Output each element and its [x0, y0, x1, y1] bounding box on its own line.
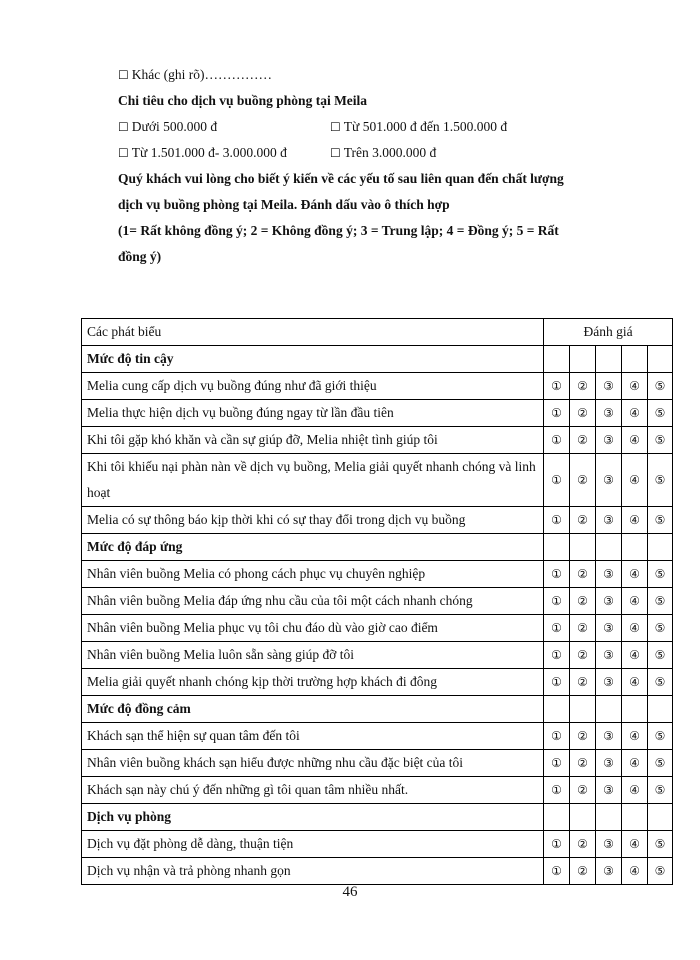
empty-rating-cell [648, 534, 673, 561]
rating-option-2[interactable]: ② [570, 777, 596, 804]
page-number: 46 [342, 884, 358, 900]
rating-option-5[interactable]: ⑤ [648, 642, 673, 669]
spending-heading: Chi tiêu cho dịch vụ buồng phòng tại Meila [118, 93, 368, 108]
rating-option-5[interactable]: ⑤ [648, 777, 673, 804]
statement-text: Khách sạn này chú ý đến những gì tôi quan tâm nhiều nhất. [82, 777, 544, 804]
spending-option-2[interactable]: ☐ Từ 501.000 đ đến 1.500.000 đ [330, 119, 508, 134]
table-row [82, 858, 673, 885]
checkbox-icon[interactable]: ☐ [118, 146, 129, 160]
rating-option-4[interactable]: ④ [622, 507, 648, 534]
empty-rating-cell [596, 346, 622, 373]
header-rating: Đánh giá [544, 319, 673, 346]
rating-option-1[interactable]: ① [544, 750, 570, 777]
rating-option-2[interactable]: ② [570, 400, 596, 427]
section-row [82, 804, 673, 831]
checkbox-icon[interactable]: ☐ [118, 68, 129, 82]
statement-text: Khi tôi gặp khó khăn và cần sự giúp đỡ, Melia nhiệt tình giúp tôi [82, 427, 544, 454]
scale-line-2: đồng ý) [118, 249, 162, 264]
statement-text: Nhân viên buồng Melia đáp ứng nhu cầu của tôi một cách nhanh chóng [82, 588, 544, 615]
rating-option-1[interactable]: ① [544, 723, 570, 750]
rating-option-1[interactable]: ① [544, 669, 570, 696]
survey-intro [118, 62, 638, 270]
spending-options-row-2 [118, 140, 638, 166]
table-row [82, 373, 673, 400]
section-title: Mức độ đồng cảm [82, 696, 544, 723]
rating-option-2[interactable]: ② [570, 373, 596, 400]
empty-rating-cell [544, 696, 570, 723]
rating-option-3[interactable]: ③ [596, 669, 622, 696]
empty-rating-cell [570, 346, 596, 373]
statement-text: Khi tôi khiếu nại phàn nàn về dịch vụ buồng, Melia giải quyết nhanh chóng và linh hoạt [82, 454, 544, 507]
rating-option-3[interactable]: ③ [596, 507, 622, 534]
empty-rating-cell [622, 804, 648, 831]
rating-option-5[interactable]: ⑤ [648, 427, 673, 454]
empty-rating-cell [570, 696, 596, 723]
rating-option-4[interactable]: ④ [622, 831, 648, 858]
section-title: Mức độ đáp ứng [82, 534, 544, 561]
rating-option-4[interactable]: ④ [622, 723, 648, 750]
rating-option-2[interactable]: ② [570, 454, 596, 507]
rating-option-1[interactable]: ① [544, 831, 570, 858]
checkbox-icon[interactable]: ☐ [118, 120, 129, 134]
empty-rating-cell [544, 534, 570, 561]
rating-option-1[interactable]: ① [544, 615, 570, 642]
table-header-row [82, 319, 673, 346]
rating-option-5[interactable]: ⑤ [648, 588, 673, 615]
rating-option-4[interactable]: ④ [622, 615, 648, 642]
rating-option-4[interactable]: ④ [622, 858, 648, 885]
statement-text: Dịch vụ nhận và trả phòng nhanh gọn [82, 858, 544, 885]
table-row [82, 427, 673, 454]
spending-option-1[interactable]: ☐ Dưới 500.000 đ [118, 119, 218, 134]
table-row [82, 507, 673, 534]
rating-option-5[interactable]: ⑤ [648, 507, 673, 534]
rating-option-1[interactable]: ① [544, 373, 570, 400]
statement-text: Melia cung cấp dịch vụ buồng đúng như đã giới thiệu [82, 373, 544, 400]
empty-rating-cell [622, 534, 648, 561]
rating-option-2[interactable]: ② [570, 642, 596, 669]
rating-option-1[interactable]: ① [544, 642, 570, 669]
rating-option-2[interactable]: ② [570, 750, 596, 777]
statement-text: Nhân viên buồng Melia có phong cách phục vụ chuyên nghiệp [82, 561, 544, 588]
spending-option-3[interactable]: ☐ Từ 1.501.000 đ- 3.000.000 đ [118, 145, 287, 160]
rating-option-5[interactable]: ⑤ [648, 454, 673, 507]
rating-option-2[interactable]: ② [570, 858, 596, 885]
table-row [82, 831, 673, 858]
rating-option-4[interactable]: ④ [622, 777, 648, 804]
statement-text: Melia giải quyết nhanh chóng kịp thời trường hợp khách đi đông [82, 669, 544, 696]
rating-option-5[interactable]: ⑤ [648, 400, 673, 427]
rating-option-2[interactable]: ② [570, 427, 596, 454]
spending-option-4[interactable]: ☐ Trên 3.000.000 đ [330, 145, 437, 160]
section-title: Dịch vụ phòng [82, 804, 544, 831]
spending-options-row-1 [118, 114, 638, 140]
rating-option-5[interactable]: ⑤ [648, 615, 673, 642]
empty-rating-cell [544, 804, 570, 831]
empty-rating-cell [648, 346, 673, 373]
rating-table [81, 318, 673, 885]
rating-option-3[interactable]: ③ [596, 858, 622, 885]
table-row [82, 723, 673, 750]
scale-line-1: (1= Rất không đồng ý; 2 = Không đồng ý; 3 = Trung lập; 4 = Đồng ý; 5 = Rất [118, 223, 559, 238]
rating-option-4[interactable]: ④ [622, 642, 648, 669]
rating-option-1[interactable]: ① [544, 777, 570, 804]
rating-option-3[interactable]: ③ [596, 588, 622, 615]
rating-option-5[interactable]: ⑤ [648, 373, 673, 400]
section-title: Mức độ tin cậy [82, 346, 544, 373]
rating-option-4[interactable]: ④ [622, 750, 648, 777]
empty-rating-cell [570, 534, 596, 561]
empty-rating-cell [622, 346, 648, 373]
table-row [82, 669, 673, 696]
rating-option-2[interactable]: ② [570, 831, 596, 858]
rating-option-2[interactable]: ② [570, 561, 596, 588]
rating-option-3[interactable]: ③ [596, 642, 622, 669]
statement-text: Nhân viên buồng khách sạn hiểu được những nhu cầu đặc biệt của tôi [82, 750, 544, 777]
empty-rating-cell [622, 696, 648, 723]
rating-option-1[interactable]: ① [544, 400, 570, 427]
rating-option-2[interactable]: ② [570, 507, 596, 534]
rating-option-4[interactable]: ④ [622, 427, 648, 454]
empty-rating-cell [596, 804, 622, 831]
rating-option-2[interactable]: ② [570, 723, 596, 750]
statement-text: Melia có sự thông báo kịp thời khi có sự thay đổi trong dịch vụ buồng [82, 507, 544, 534]
statement-text: Khách sạn thể hiện sự quan tâm đến tôi [82, 723, 544, 750]
rating-option-3[interactable]: ③ [596, 427, 622, 454]
rating-option-4[interactable]: ④ [622, 588, 648, 615]
rating-option-1[interactable]: ① [544, 858, 570, 885]
rating-option-4[interactable]: ④ [622, 400, 648, 427]
rating-option-1[interactable]: ① [544, 588, 570, 615]
rating-option-5[interactable]: ⑤ [648, 750, 673, 777]
statement-text: Melia thực hiện dịch vụ buồng đúng ngay từ lần đầu tiên [82, 400, 544, 427]
rating-option-3[interactable]: ③ [596, 777, 622, 804]
checkbox-icon[interactable]: ☐ [330, 120, 341, 134]
rating-option-5[interactable]: ⑤ [648, 831, 673, 858]
table-row [82, 588, 673, 615]
rating-option-5[interactable]: ⑤ [648, 561, 673, 588]
rating-option-3[interactable]: ③ [596, 750, 622, 777]
rating-option-4[interactable]: ④ [622, 373, 648, 400]
rating-option-3[interactable]: ③ [596, 831, 622, 858]
empty-rating-cell [570, 804, 596, 831]
empty-rating-cell [596, 696, 622, 723]
rating-option-1[interactable]: ① [544, 507, 570, 534]
statement-text: Dịch vụ đặt phòng dễ dàng, thuận tiện [82, 831, 544, 858]
section-row [82, 534, 673, 561]
table-row [82, 642, 673, 669]
rating-option-1[interactable]: ① [544, 561, 570, 588]
rating-option-3[interactable]: ③ [596, 373, 622, 400]
table-row [82, 615, 673, 642]
rating-option-5[interactable]: ⑤ [648, 858, 673, 885]
instruction-line-2: dịch vụ buồng phòng tại Meila. Đánh dấu vào ô thích hợp [118, 197, 450, 212]
rating-option-2[interactable]: ② [570, 669, 596, 696]
table-row [82, 750, 673, 777]
statement-text: Nhân viên buồng Melia luôn sẵn sàng giúp đỡ tôi [82, 642, 544, 669]
instruction-line-1: Quý khách vui lòng cho biết ý kiến về các yếu tố sau liên quan đến chất lượng [118, 171, 564, 186]
rating-option-4[interactable]: ④ [622, 669, 648, 696]
table-row [82, 400, 673, 427]
table-row [82, 454, 673, 507]
checkbox-icon[interactable]: ☐ [330, 146, 341, 160]
statement-text: Nhân viên buồng Melia phục vụ tôi chu đáo dù vào giờ cao điểm [82, 615, 544, 642]
rating-option-5[interactable]: ⑤ [648, 723, 673, 750]
section-row [82, 346, 673, 373]
rating-option-3[interactable]: ③ [596, 561, 622, 588]
rating-option-2[interactable]: ② [570, 615, 596, 642]
empty-rating-cell [648, 804, 673, 831]
rating-option-3[interactable]: ③ [596, 723, 622, 750]
rating-option-3[interactable]: ③ [596, 400, 622, 427]
rating-option-3[interactable]: ③ [596, 615, 622, 642]
empty-rating-cell [544, 346, 570, 373]
table-row [82, 561, 673, 588]
rating-option-4[interactable]: ④ [622, 454, 648, 507]
empty-rating-cell [596, 534, 622, 561]
rating-option-2[interactable]: ② [570, 588, 596, 615]
header-statement: Các phát biểu [82, 319, 544, 346]
section-row [82, 696, 673, 723]
empty-rating-cell [648, 696, 673, 723]
rating-option-5[interactable]: ⑤ [648, 669, 673, 696]
table-row [82, 777, 673, 804]
rating-option-1[interactable]: ① [544, 427, 570, 454]
rating-option-4[interactable]: ④ [622, 561, 648, 588]
rating-option-3[interactable]: ③ [596, 454, 622, 507]
other-option: ☐ Khác (ghi rõ)…………… [118, 67, 272, 82]
rating-option-1[interactable]: ① [544, 454, 570, 507]
